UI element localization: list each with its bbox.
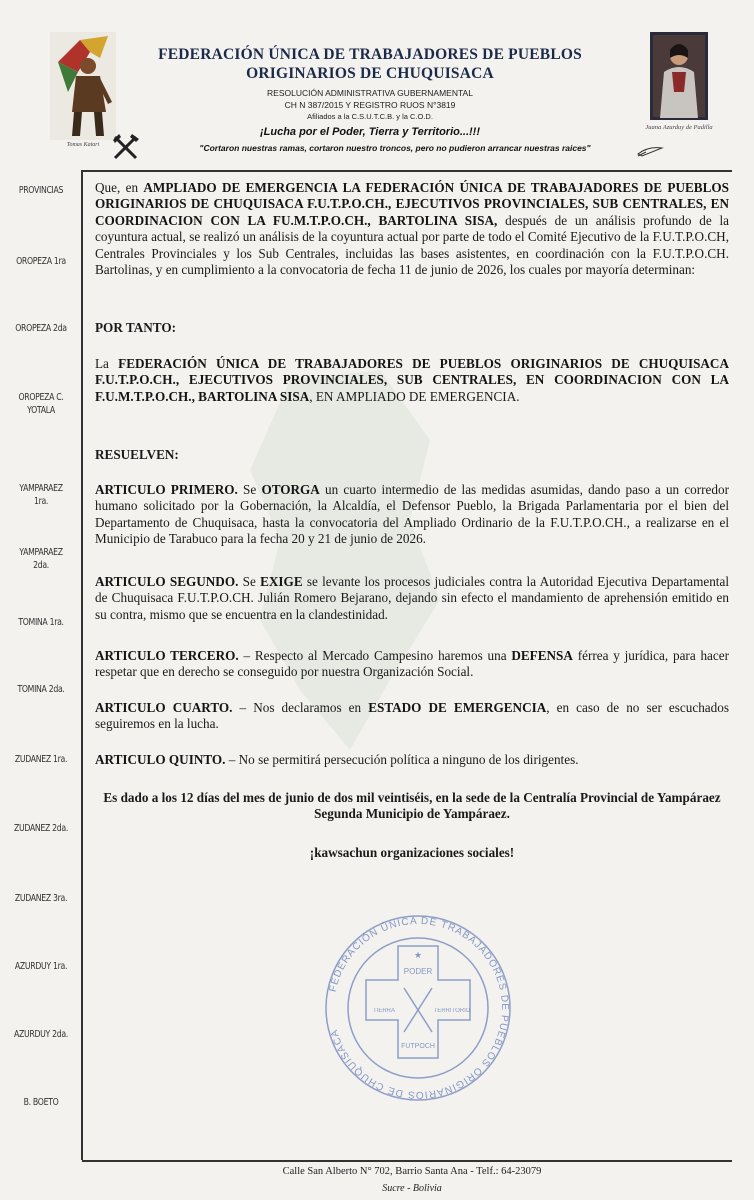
header-divider bbox=[82, 170, 732, 172]
sidebar-province: AZURDUY 1ra. bbox=[14, 961, 68, 972]
resolution-text: RESOLUCIÓN ADMINISTRATIVA GUBERNAMENTAL bbox=[267, 88, 473, 98]
sidebar-province: YAMPARAEZ 2da. bbox=[19, 547, 63, 571]
footer-divider bbox=[82, 1160, 732, 1162]
article-third-title: ARTICULO TERCERO. bbox=[95, 648, 239, 663]
footer-address: Calle San Alberto N° 702, Barrio Santa Ana - Telf.: 64-23079 bbox=[282, 1166, 542, 1177]
sidebar-province: OROPEZA C. YOTALA bbox=[18, 392, 64, 416]
article-second bbox=[95, 574, 729, 623]
footer-city: Sucre - Bolivia bbox=[382, 1183, 442, 1194]
right-portrait-caption: Juana Azurduy de Padilla bbox=[645, 124, 713, 131]
seal-tierra: TIERRA bbox=[372, 1008, 396, 1014]
crossed-tools-icon bbox=[112, 134, 140, 160]
slogan: ¡Lucha por el Poder, Tierra y Territorio...!!! bbox=[259, 126, 481, 138]
sidebar-province: ZUDAÑEZ 1ra. bbox=[14, 754, 68, 765]
article-third bbox=[95, 648, 729, 681]
seal-poder: PODER bbox=[403, 967, 433, 976]
article-second-body: se levante los procesos judiciales contra la Autoridad Ejecutiva Departamental de Chuquisaca F.U.T.P.O.CH. Julián Romero Bejarano, dejando sin efecto el mandamiento de aprehensión emitido en su contra, mismo que se encuentra en la clandestinidad. bbox=[95, 574, 729, 622]
article-second-lead: Se bbox=[238, 574, 261, 589]
sidebar-province: OROPEZA 1ra bbox=[16, 256, 66, 267]
intro-bold: AMPLIADO DE EMERGENCIA LA FEDERACIÓN ÚNICA DE TRABAJADORES DE PUEBLOS ORIGINARIOS DE CHUQUISACA F.U.T.P.O.CH., EJECUTIVOS PROVINCIALES, SUB CENTRALES, EN COORDINACION CON LA FU.M.T.P.O.CH., BARTOLINA SISA, bbox=[95, 180, 729, 228]
sidebar-province: ZUDAÑEZ 2da. bbox=[13, 823, 69, 834]
article-second-title: ARTICULO SEGUNDO. bbox=[95, 574, 239, 589]
intro-paragraph bbox=[95, 180, 729, 278]
article-third-lead: – Respecto al Mercado Campesino haremos una bbox=[238, 648, 512, 663]
roots-quote: "Cortaron nuestras ramas, cortaron nuestro troncos, pero no pudieron arrancar nuestras raices" bbox=[199, 143, 591, 153]
article-first-keyword: OTORGA bbox=[261, 482, 320, 497]
sidebar-province: YAMPARAEZ 1ra. bbox=[19, 483, 63, 507]
seal-territorio: TERRITORIO bbox=[433, 1008, 471, 1014]
article-fourth-body: , en caso de no ser escuchados seguiremos en la lucha. bbox=[95, 700, 729, 732]
closing-slogan: ¡kawsachun organizaciones sociales! bbox=[309, 845, 515, 860]
seal-ring-text: FEDERACIÓN ÚNICA DE TRABAJADORES DE PUEBLOS ORIGINARIOS DE CHUQUISACA bbox=[327, 915, 511, 1101]
article-third-keyword: DEFENSA bbox=[511, 648, 573, 663]
por-tanto-heading bbox=[95, 320, 729, 336]
seal-futpoch: FUTPOCH bbox=[401, 1043, 435, 1050]
sidebar-province: AZURDUY 2da. bbox=[14, 1029, 68, 1040]
article-fifth bbox=[95, 752, 729, 768]
juana-azurduy-portrait bbox=[650, 32, 708, 120]
article-second-keyword: EXIGE bbox=[260, 574, 303, 589]
federation-title: FEDERACIÓN ÚNICA DE TRABAJADORES DE PUEBLOS ORIGINARIOS DE CHUQUISACA bbox=[158, 46, 582, 82]
tomas-katari-logo bbox=[50, 32, 116, 140]
article-fifth-title: ARTICULO QUINTO. bbox=[95, 752, 226, 767]
article-first-body: un cuarto intermedio de las medidas asumidas, dando paso a un corredor humano solicitado por la Gobernación, la Alcaldía, el Defensor Pueblo, la Brigada Parlamentaria por el bien del Departamento de Chuquisaca, hasta la convocatoria del Ampliado Ordinario de la F.U.T.P.O.CH., a realizarse en el Municipio de Tarabuco para la fecha 20 y 21 de junio de 2026. bbox=[95, 482, 729, 547]
intro-prefix: Que, en bbox=[95, 180, 144, 195]
sidebar-divider bbox=[81, 170, 83, 1160]
sidebar-province: TOMINA 2da. bbox=[17, 684, 65, 695]
dated-statement: Es dado a los 12 días del mes de junio de dos mil veintiséis, en la sede de la Centralía Provincial de Yampáraez Segunda Municipio de Yampáraez. bbox=[103, 790, 721, 822]
article-fourth-keyword: ESTADO DE EMERGENCIA bbox=[368, 700, 547, 715]
sidebar-province: ZUDAÑEZ 3ra. bbox=[14, 893, 68, 904]
article-first-title: ARTICULO PRIMERO. bbox=[95, 482, 238, 497]
resuelven-heading bbox=[95, 447, 729, 463]
article-third-body: férrea y jurídica, para hacer respetar que en derecho se conseguido por nuestra Organización Social. bbox=[95, 648, 730, 680]
fed-rest: , EN AMPLIADO DE EMERGENCIA. bbox=[309, 388, 520, 404]
article-fourth bbox=[95, 700, 729, 733]
intro-rest: después de un análisis profundo de la coyuntura actual, se realizó un análisis de la coyuntura actual por parte de todo el Comité Ejecutivo de la F.U.T.P.O.CH, Centrales Provinciales y los Sub Centrales, incluidas las bases asistentes, en coordinación con la F.U.T.P.O.CH. Bartolinas, y en cumplimiento a la convocatoria de fecha 11 de junio de 2026, los cuales por mayoría determinan: bbox=[95, 212, 729, 278]
article-fourth-title: ARTICULO CUARTO. bbox=[95, 700, 233, 715]
article-first bbox=[95, 482, 729, 548]
federation-seal bbox=[318, 908, 518, 1104]
sidebar-province: TOMINA 1ra. bbox=[18, 617, 64, 628]
resuelven-text: RESUELVEN: bbox=[95, 447, 179, 462]
article-fourth-lead: – Nos declaramos en bbox=[232, 700, 369, 715]
sidebar-province: OROPEZA 2da bbox=[15, 323, 67, 334]
article-fifth-body: – No se permitirá persecución política a ninguno de los dirigentes. bbox=[225, 752, 579, 767]
por-tanto-text: POR TANTO: bbox=[95, 320, 176, 335]
affiliation-text: Afiliados a la C.S.U.T.C.B. y la C.O.D. bbox=[307, 112, 433, 121]
svg-text:★: ★ bbox=[413, 950, 423, 960]
fed-prefix: La bbox=[95, 356, 119, 371]
federation-paragraph bbox=[95, 356, 729, 405]
article-first-lead: Se bbox=[237, 482, 262, 497]
sidebar-province: B. BOETO bbox=[23, 1097, 59, 1108]
sidebar-heading-provinces: PROVINCIAS bbox=[18, 185, 64, 196]
left-logo-caption: Tomas Katari bbox=[66, 142, 100, 148]
registry-text: CH N 387/2015 Y REGISTRO RUOS N°3819 bbox=[284, 100, 456, 110]
fed-bold: FEDERACIÓN ÚNICA DE TRABAJADORES DE PUEBLOS ORIGINARIOS DE CHUQUISACA F.U.T.P.O.CH., EJECUTIVOS PROVINCIALES, SUB CENTRALES, EN COORDINACION CON LA F.U.M.T.P.O.CH., BARTOLINA SISA bbox=[95, 356, 729, 404]
quill-icon bbox=[636, 144, 664, 158]
